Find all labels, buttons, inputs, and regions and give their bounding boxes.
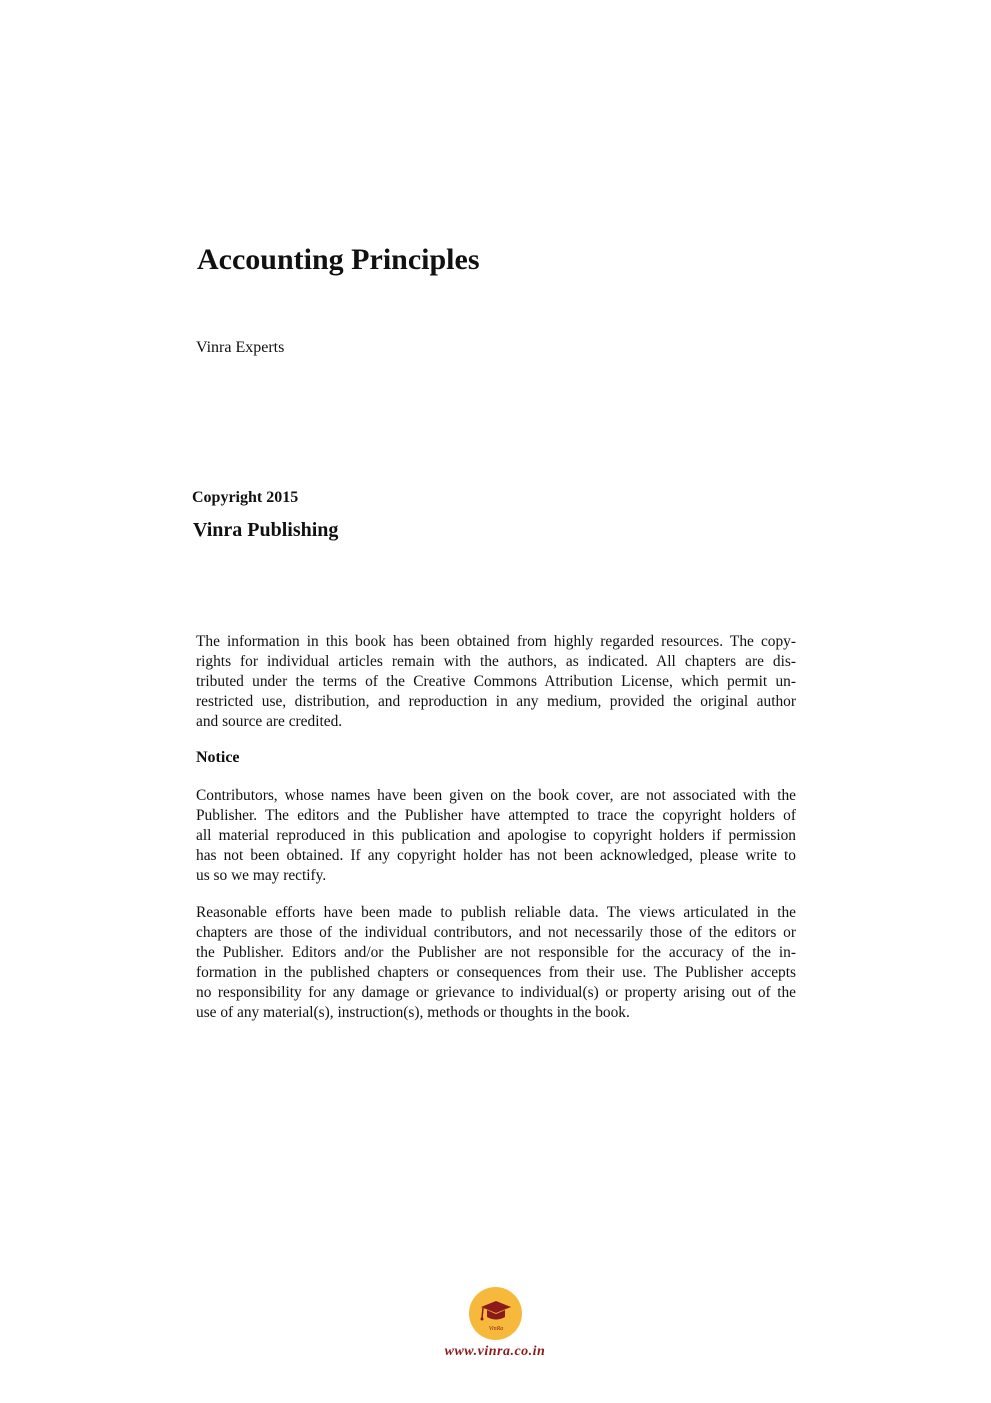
text-line: all material reproduced in this publication and apologise to copyright holders if permission — [196, 827, 796, 844]
book-title: Accounting Principles — [197, 243, 480, 276]
info-paragraph — [196, 632, 796, 732]
publisher-logo — [469, 1287, 522, 1340]
text-line: tributed under the terms of the Creative Commons Attribution License, which permit un- — [196, 673, 796, 690]
text-line: Publisher. The editors and the Publisher have attempted to trace the copyright holders of — [196, 807, 796, 824]
website-link[interactable]: www.vinra.co.in — [444, 1344, 546, 1359]
text-line: has not been obtained. If any copyright holder has not been acknowledged, please write to — [196, 847, 796, 864]
contributors-paragraph — [196, 786, 796, 886]
text-line: The information in this book has been obtained from highly regarded resources. The copy- — [196, 633, 796, 650]
text-line: rights for individual articles remain with the authors, as indicated. All chapters are dis- — [196, 653, 796, 670]
text-line: formation in the published chapters or consequences from their use. The Publisher accepts — [196, 964, 796, 981]
text-line: no responsibility for any damage or grievance to individual(s) or property arising out of the — [196, 984, 796, 1001]
copyright: Copyright 2015 — [192, 489, 299, 506]
text-line: chapters are those of the individual contributors, and not necessarily those of the editors or — [196, 924, 796, 941]
text-line: Contributors, whose names have been given on the book cover, are not associated with the — [196, 787, 796, 804]
text-line: Reasonable efforts have been made to publish reliable data. The views articulated in the — [196, 904, 796, 921]
disclaimer-paragraph — [196, 903, 796, 1023]
author: Vinra Experts — [196, 339, 285, 356]
publisher: Vinra Publishing — [193, 519, 339, 541]
text-line: restricted use, distribution, and reproduction in any medium, provided the original author — [196, 693, 796, 710]
text-line: and source are credited. — [196, 713, 343, 730]
graduation-cap-icon — [469, 1287, 522, 1340]
text-line: the Publisher. Editors and/or the Publisher are not responsible for the accuracy of the in- — [196, 944, 796, 961]
text-line: use of any material(s), instruction(s), methods or thoughts in the book. — [196, 1004, 630, 1021]
text-line: us so we may rectify. — [196, 867, 327, 884]
notice-heading: Notice — [196, 749, 240, 766]
svg-text:VinRa: VinRa — [488, 1326, 504, 1332]
